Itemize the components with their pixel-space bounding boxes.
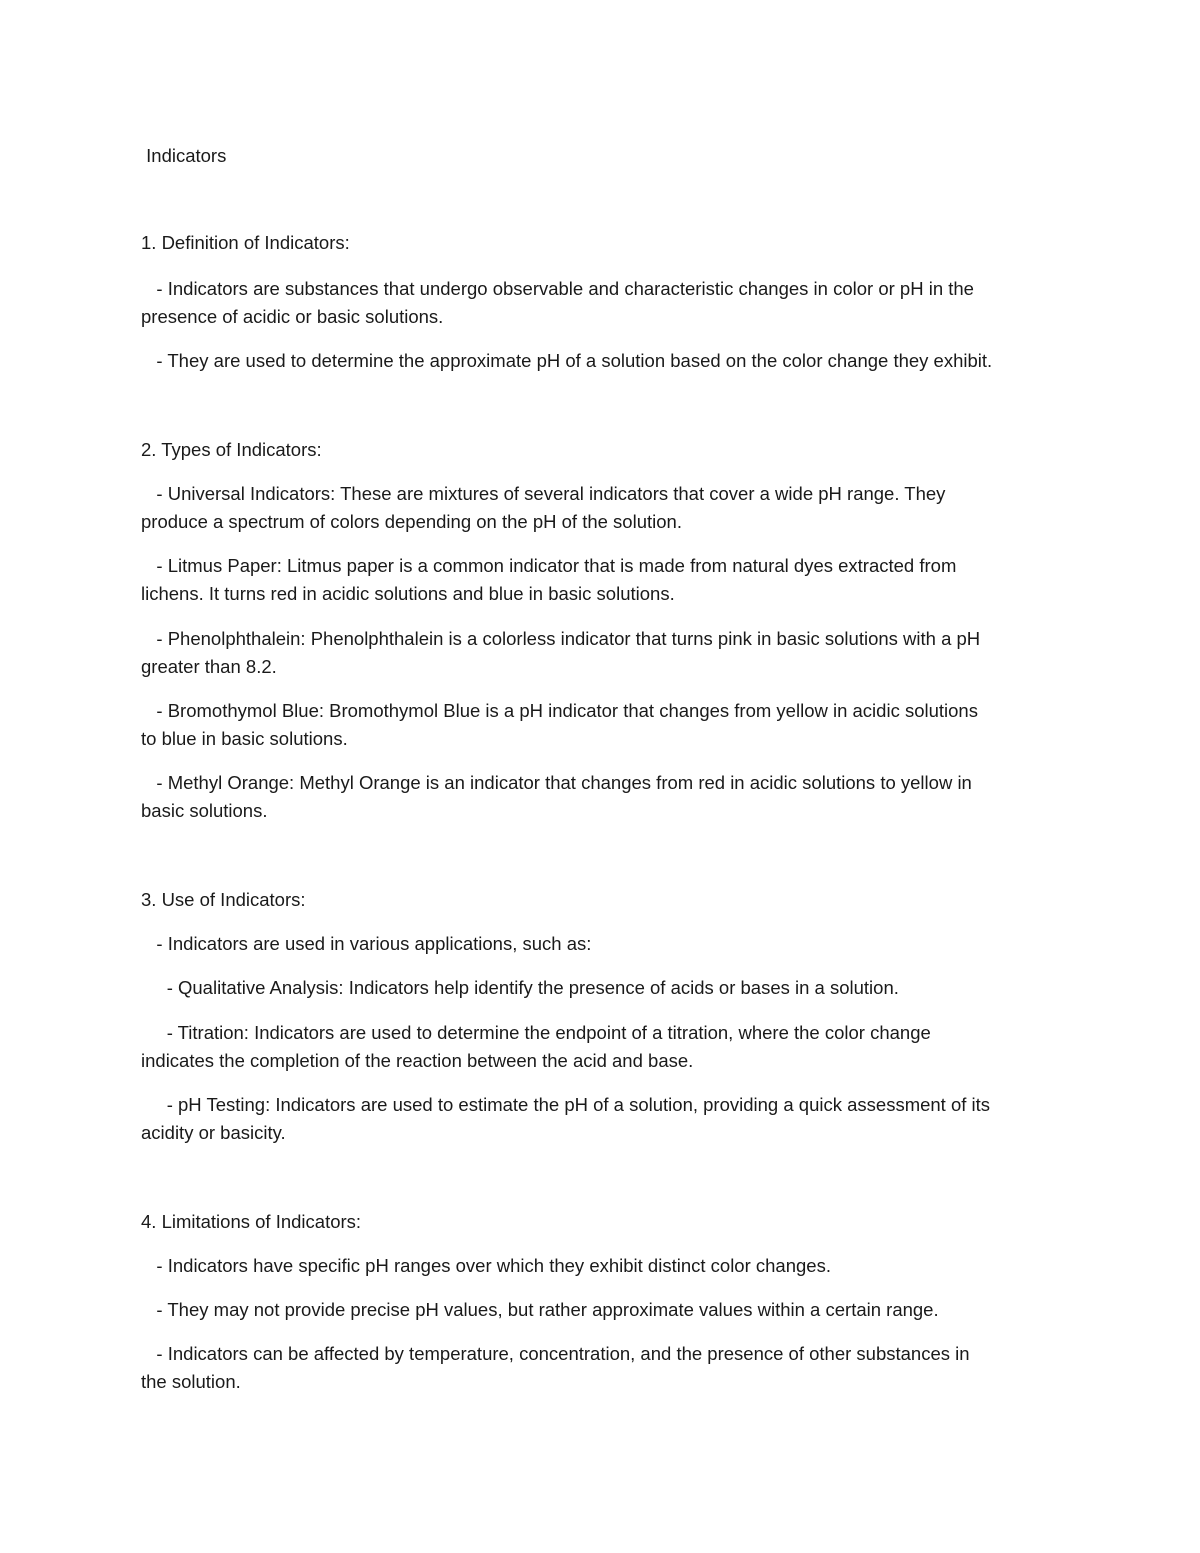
paragraph-line: - Titration: Indicators are used to determine the endpoint of a titration, where the color change [141, 1022, 931, 1043]
paragraph-line: - Litmus Paper: Litmus paper is a common indicator that is made from natural dyes extracted from [141, 555, 957, 576]
paragraph-line: - Indicators have specific pH ranges over which they exhibit distinct color changes. [141, 1255, 831, 1276]
paragraph-line: - They are used to determine the approximate pH of a solution based on the color change they exhibit. [141, 350, 993, 371]
paragraph-line: - Qualitative Analysis: Indicators help identify the presence of acids or bases in a solution. [141, 977, 899, 998]
paragraph-line: basic solutions. [141, 800, 268, 821]
paragraph-line: - Indicators are substances that undergo observable and characteristic changes in color or pH in the [141, 278, 974, 299]
paragraph-line: - They may not provide precise pH values, but rather approximate values within a certain range. [141, 1299, 939, 1320]
paragraph-line: - Bromothymol Blue: Bromothymol Blue is a pH indicator that changes from yellow in acidic solutions [141, 700, 978, 721]
section-heading: 2. Types of Indicators: [141, 439, 322, 460]
paragraph-line: lichens. It turns red in acidic solutions and blue in basic solutions. [141, 583, 675, 604]
paragraph-line: indicates the completion of the reaction between the acid and base. [141, 1050, 694, 1071]
section-heading: 4. Limitations of Indicators: [141, 1211, 362, 1232]
paragraph-line: presence of acidic or basic solutions. [141, 306, 444, 327]
paragraph-line: - Universal Indicators: These are mixtures of several indicators that cover a wide pH range. They [141, 483, 946, 504]
paragraph-line: - Indicators can be affected by temperature, concentration, and the presence of other substances in [141, 1343, 970, 1364]
paragraph-line: produce a spectrum of colors depending on the pH of the solution. [141, 511, 682, 532]
paragraph-line: greater than 8.2. [141, 656, 277, 677]
paragraph-line: - pH Testing: Indicators are used to estimate the pH of a solution, providing a quick assessment of its [141, 1094, 991, 1115]
paragraph-line: acidity or basicity. [141, 1122, 286, 1143]
document-title: Indicators [141, 145, 227, 166]
paragraph-line: - Indicators are used in various applications, such as: [141, 933, 592, 954]
paragraph-line: - Phenolphthalein: Phenolphthalein is a colorless indicator that turns pink in basic solutions with a pH [141, 628, 981, 649]
section-heading: 1. Definition of Indicators: [141, 232, 350, 253]
paragraph-line: - Methyl Orange: Methyl Orange is an indicator that changes from red in acidic solutions to yellow in [141, 772, 972, 793]
section-heading: 3. Use of Indicators: [141, 889, 306, 910]
paragraph-line: the solution. [141, 1371, 241, 1392]
paragraph-line: to blue in basic solutions. [141, 728, 348, 749]
